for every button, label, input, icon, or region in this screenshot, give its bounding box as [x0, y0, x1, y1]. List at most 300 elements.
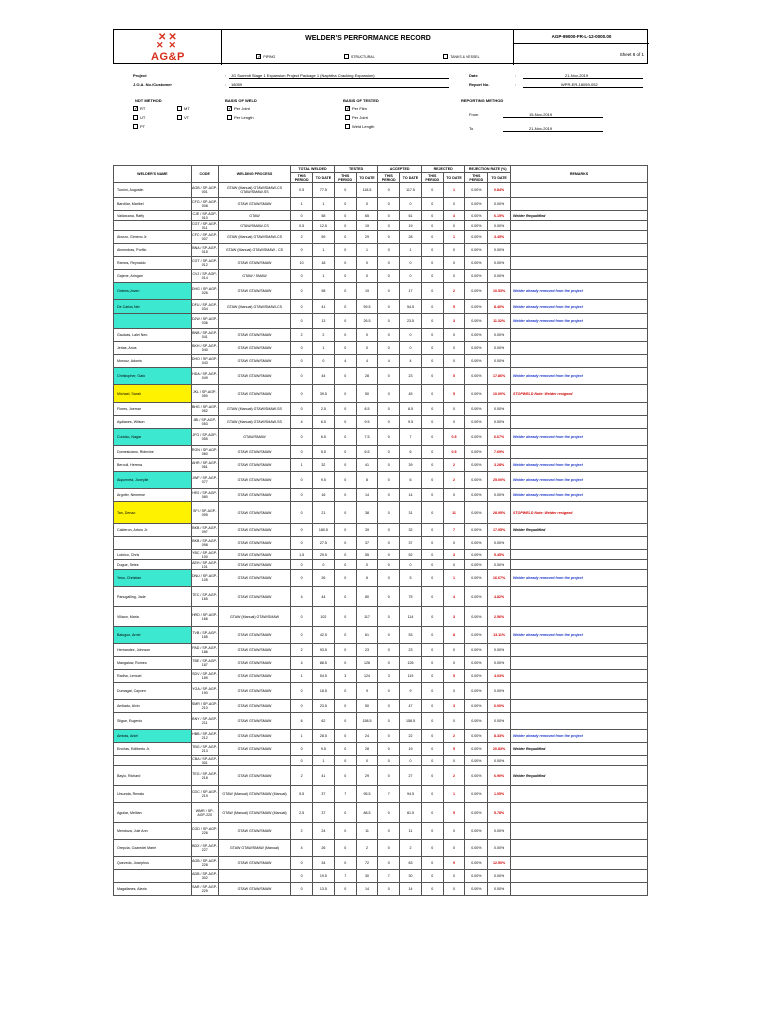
- logo-mark-icon: ✕✕: [158, 32, 179, 43]
- table-row: [114, 524, 648, 537]
- cell-value: 0: [334, 244, 356, 257]
- cell-value: 0: [291, 627, 313, 644]
- welder-code: HRD / SP-AGP-166: [191, 607, 218, 627]
- cell-value: 0: [334, 883, 356, 896]
- basis-option-0[interactable]: [227, 106, 250, 111]
- cell-value: 7: [378, 870, 400, 883]
- cell-value: 0: [334, 270, 356, 283]
- cell-value: 0.00%: [465, 803, 488, 823]
- document-number: AGP-99000-FR-L-12-0000.00: [514, 34, 649, 44]
- cell-value: 0: [421, 489, 443, 502]
- checkbox-label: RT: [140, 106, 146, 111]
- cell-value: 0: [334, 221, 356, 231]
- company-logo: [114, 30, 222, 65]
- cell-value: 0: [334, 183, 356, 198]
- table-row: [114, 743, 648, 756]
- cell-value: 6.67%: [488, 429, 511, 446]
- table-row: [114, 657, 648, 670]
- remarks: [511, 670, 648, 683]
- cell-value: 0: [291, 244, 313, 257]
- welding-process: GTAW GTAW/SMAW: [218, 355, 291, 368]
- remarks: Welder already removed from the project: [511, 314, 648, 329]
- welding-process: GTAW GTAW/SMAW: [218, 524, 291, 537]
- checkbox-icon[interactable]: [345, 115, 350, 120]
- ndt-option-ut[interactable]: [133, 115, 145, 120]
- cell-value: 0: [443, 403, 465, 416]
- remarks: [511, 803, 648, 823]
- cell-value: 0.00%: [465, 403, 488, 416]
- group-header-welded: TOTAL WELDED: [291, 166, 335, 173]
- remarks: [511, 657, 648, 670]
- cell-value: 0: [378, 502, 400, 524]
- group-header-rate: REJECTION RATE (%): [465, 166, 511, 173]
- cell-value: 2.5: [313, 403, 335, 416]
- welder-code: YGA / SP-AGP-190: [191, 683, 218, 700]
- welder-code: AHR / SP-AGP-061: [191, 459, 218, 472]
- welder-code: CFG / SP-AGP-008: [191, 198, 218, 211]
- welder-name: Lubrico, Chris: [114, 550, 192, 560]
- cell-value: 0.84%: [488, 183, 511, 198]
- cell-value: 0: [291, 560, 313, 570]
- cell-value: 1: [291, 670, 313, 683]
- cell-value: 80: [356, 587, 378, 607]
- welding-process: GTAW GTAW/SMAW (Manual): [218, 840, 291, 857]
- cell-value: 0: [334, 231, 356, 244]
- cell-value: 0.00%: [465, 713, 488, 730]
- cell-value: 0: [356, 270, 378, 283]
- remarks: [511, 823, 648, 840]
- option-piping[interactable]: [256, 54, 275, 59]
- cell-value: 0.00%: [465, 607, 488, 627]
- welder-code: CFC / SP-AGP-007: [191, 231, 218, 244]
- cell-value: 0: [421, 857, 443, 870]
- welder-name: Mangalow, Romeo: [114, 657, 192, 670]
- cell-value: 0: [421, 231, 443, 244]
- cell-value: 0: [291, 211, 313, 221]
- cell-value: 4: [443, 587, 465, 607]
- cell-value: 0: [421, 560, 443, 570]
- cell-value: 4: [291, 657, 313, 670]
- welder-name: Aguilar, Melitan: [114, 803, 192, 823]
- cell-value: 98: [313, 283, 335, 300]
- cell-value: 2: [400, 840, 422, 857]
- checkbox-label: Weld Length: [352, 124, 375, 129]
- sub-to-date: TO DATE: [356, 173, 378, 183]
- cell-value: 0.00%: [465, 730, 488, 743]
- cell-value: 0: [291, 314, 313, 329]
- remarks: Welder already removed from the project: [511, 489, 648, 502]
- cell-value: 2: [443, 283, 465, 300]
- tested-option-1[interactable]: [345, 115, 368, 120]
- cell-value: 1: [313, 270, 335, 283]
- cell-value: 0: [421, 786, 443, 803]
- cell-value: 1: [313, 756, 335, 766]
- cell-value: 10.00%: [488, 385, 511, 403]
- checkbox-icon[interactable]: [443, 54, 448, 59]
- cell-value: 2: [291, 329, 313, 342]
- table-row: [114, 786, 648, 803]
- cell-value: 30: [400, 870, 422, 883]
- cell-value: 0: [443, 823, 465, 840]
- cell-value: 0: [334, 524, 356, 537]
- cell-value: 6: [291, 713, 313, 730]
- cell-value: 2: [291, 231, 313, 244]
- welder-name: Michael, Sarah: [114, 385, 192, 403]
- cell-value: 81.5: [400, 803, 422, 823]
- welder-name: Amllado, Alvin: [114, 700, 192, 713]
- table-row: [114, 300, 648, 314]
- col-remarks-header: REMARKS: [511, 166, 648, 183]
- cell-value: 54.5: [400, 300, 422, 314]
- cell-value: 0: [291, 524, 313, 537]
- welding-process: GTAW (Manual) GTAW/SMAW-CS GTAW/SMAW-SS: [218, 183, 291, 198]
- cell-value: 0: [421, 183, 443, 198]
- cell-value: 61: [400, 211, 422, 221]
- welder-name: Ambas, Aniel: [114, 730, 192, 743]
- cell-value: 0: [378, 627, 400, 644]
- checkbox-icon[interactable]: [133, 115, 138, 120]
- cell-value: 8.33%: [488, 730, 511, 743]
- document-title: WELDER'S PERFORMANCE RECORD: [305, 35, 431, 42]
- table-row: [114, 385, 648, 403]
- welder-name: Baylo, Richard: [114, 766, 192, 786]
- welder-code: TBE / SP-AGP-187: [191, 657, 218, 670]
- cell-value: 0: [291, 743, 313, 756]
- cell-value: 0: [378, 560, 400, 570]
- cell-value: 0: [443, 683, 465, 700]
- logo-mark-icon-lower: ✕✕: [156, 40, 182, 50]
- ndt-option-vt[interactable]: [177, 115, 189, 120]
- cell-value: 0: [443, 342, 465, 355]
- cell-value: 0: [378, 840, 400, 857]
- cell-value: 28: [356, 368, 378, 385]
- cell-value: 0: [421, 257, 443, 270]
- cell-value: 0: [334, 550, 356, 560]
- cell-value: 25.00%: [488, 472, 511, 489]
- remarks: [511, 244, 648, 257]
- remarks: STOPWELD Note: Welder resigned: [511, 502, 648, 524]
- cell-value: 0: [421, 429, 443, 446]
- cell-value: 9.5: [356, 416, 378, 429]
- cell-value: 0: [421, 416, 443, 429]
- welding-process: GTAW GTAW/SMAW: [218, 700, 291, 713]
- to-label: To: [469, 126, 474, 131]
- cell-value: 37: [356, 537, 378, 550]
- cell-value: 0: [334, 502, 356, 524]
- cell-value: 0: [421, 713, 443, 730]
- cell-value: 4.03%: [488, 670, 511, 683]
- cell-value: 1: [443, 183, 465, 198]
- cell-value: 0: [421, 670, 443, 683]
- project-colon: :: [225, 73, 227, 78]
- cell-value: 0: [334, 743, 356, 756]
- checkbox-label: Per Film: [352, 106, 367, 111]
- cell-value: 0: [291, 870, 313, 883]
- cell-value: 0: [291, 607, 313, 627]
- cell-value: 0.00%: [465, 368, 488, 385]
- cell-value: 13.5: [313, 883, 335, 896]
- welder-name: Hernandez, Johnson: [114, 644, 192, 657]
- basis-option-1[interactable]: [227, 115, 254, 120]
- cell-value: 0.00%: [488, 257, 511, 270]
- welding-process: GTAW GTAW/SMAW: [218, 502, 291, 524]
- table-row: [114, 231, 648, 244]
- remarks: [511, 537, 648, 550]
- cell-value: 19: [400, 221, 422, 231]
- cell-value: 41: [313, 766, 335, 786]
- cell-value: 0.00%: [488, 870, 511, 883]
- option-structural[interactable]: [344, 54, 375, 59]
- cell-value: 3: [334, 670, 356, 683]
- table-row: [114, 587, 648, 607]
- ndt-option-pt[interactable]: [133, 124, 145, 129]
- cell-value: 0: [378, 857, 400, 870]
- cell-value: 0: [334, 700, 356, 713]
- cell-value: 0: [443, 244, 465, 257]
- option-tanks-vessel[interactable]: [443, 54, 479, 59]
- cell-value: 52: [400, 550, 422, 560]
- checkbox-icon[interactable]: [344, 54, 349, 59]
- checkbox-icon[interactable]: [133, 124, 138, 129]
- tested-option-0[interactable]: [345, 106, 367, 111]
- cell-value: 0: [356, 198, 378, 211]
- cell-value: 16: [313, 489, 335, 502]
- cell-value: 1: [443, 231, 465, 244]
- cell-value: 11: [443, 502, 465, 524]
- cell-value: 4: [334, 355, 356, 368]
- checkbox-icon[interactable]: ✓: [134, 106, 139, 112]
- welder-name: Calderon, Arturo Jr.: [114, 524, 192, 537]
- welding-process: GTAW GTAW/SMAW: [218, 743, 291, 756]
- date-label: Date: [469, 73, 478, 78]
- cell-value: 7: [334, 870, 356, 883]
- welder-code: BNY / SP-AGP-211: [191, 713, 218, 730]
- cell-value: 0: [421, 368, 443, 385]
- welder-name: De Carlos Ner: [114, 300, 192, 314]
- welding-process: GTAW GTAW/SMAW: [218, 257, 291, 270]
- welding-process: GTAW (Manual) GTAW/SMAW - CS: [218, 244, 291, 257]
- table-row: [114, 355, 648, 368]
- checkbox-label: UT: [140, 115, 146, 120]
- welder-code: WMR / SP-AGP-220: [191, 803, 218, 823]
- welding-process: GTAW GTAW/SMAW: [218, 766, 291, 786]
- cell-value: 9: [356, 683, 378, 700]
- sub-this-period: THIS PERIOD: [334, 173, 356, 183]
- welder-name: Christopher, Gato: [114, 368, 192, 385]
- cell-value: 0: [334, 570, 356, 587]
- sub-this-period: THIS PERIOD: [421, 173, 443, 183]
- welder-name: Mendoza, Jule Ann: [114, 823, 192, 840]
- welder-table: [113, 165, 648, 896]
- cell-value: 0.00%: [465, 743, 488, 756]
- cell-value: 50: [356, 700, 378, 713]
- cell-value: 0.00%: [488, 329, 511, 342]
- cell-value: 0.00%: [465, 870, 488, 883]
- welder-name: Sligue, Eugenio: [114, 713, 192, 730]
- ndt-option-rt[interactable]: [133, 106, 145, 111]
- cell-value: 0: [378, 221, 400, 231]
- cell-value: 1: [291, 730, 313, 743]
- cell-value: 0: [443, 416, 465, 429]
- cell-value: 0.00%: [465, 257, 488, 270]
- cell-value: 5.78%: [488, 803, 511, 823]
- welder-code: BHG / SP-AGP-052: [191, 403, 218, 416]
- cell-value: 4: [291, 840, 313, 857]
- table-row: [114, 607, 648, 627]
- cell-value: 7: [334, 786, 356, 803]
- cell-value: 88.5: [313, 657, 335, 670]
- checkbox-icon[interactable]: [177, 106, 182, 111]
- cell-value: 0: [378, 489, 400, 502]
- checkbox-icon[interactable]: [227, 115, 232, 120]
- cell-value: 0: [378, 300, 400, 314]
- cell-value: 0.00%: [465, 766, 488, 786]
- report-label: Report No.: [469, 82, 490, 87]
- remarks: Welder already removed from the project: [511, 570, 648, 587]
- cell-value: 0: [421, 446, 443, 459]
- table-row: [114, 198, 648, 211]
- cell-value: 0: [378, 823, 400, 840]
- cell-value: 0: [334, 472, 356, 489]
- checkbox-icon[interactable]: [177, 115, 182, 120]
- tested-option-2[interactable]: [345, 124, 374, 129]
- welder-code: HRJ / SP-AGP-080: [191, 489, 218, 502]
- cell-value: 0: [378, 231, 400, 244]
- col-process-header: WELDING PROCESS: [218, 166, 291, 183]
- cell-value: 0: [378, 257, 400, 270]
- cell-value: 2: [443, 730, 465, 743]
- cell-value: 117: [356, 607, 378, 627]
- table-row: [114, 644, 648, 657]
- remarks: [511, 644, 648, 657]
- cell-value: 0: [421, 730, 443, 743]
- table-row: [114, 766, 648, 786]
- checkbox-icon[interactable]: ✓: [257, 54, 262, 60]
- jo-colon: :: [225, 82, 227, 87]
- remarks: [511, 870, 648, 883]
- welder-name: Argofer, Neneese: [114, 489, 192, 502]
- cell-value: 3.28%: [488, 459, 511, 472]
- cell-value: 0.00%: [465, 560, 488, 570]
- remarks: [511, 416, 648, 429]
- table-row: [114, 446, 648, 459]
- welder-code: HDA / SP-AGP-049: [191, 368, 218, 385]
- remarks: [511, 342, 648, 355]
- cell-value: 0: [291, 385, 313, 403]
- cell-value: 102: [313, 607, 335, 627]
- cell-value: 0: [356, 342, 378, 355]
- cell-value: 0: [400, 756, 422, 766]
- welder-name: Curioko, Nagar: [114, 429, 192, 446]
- cell-value: 19: [356, 283, 378, 300]
- from-value: 15-Nov-2019: [529, 112, 553, 117]
- cell-value: 0: [421, 459, 443, 472]
- cell-value: 41: [356, 459, 378, 472]
- cell-value: 0.5: [443, 446, 465, 459]
- checkbox-icon[interactable]: ✓: [228, 106, 233, 112]
- cell-value: 0: [378, 730, 400, 743]
- welder-name: Balugon, Arnel: [114, 627, 192, 644]
- welder-code: PAD / SP-AGP-186: [191, 644, 218, 657]
- cell-value: 38: [356, 502, 378, 524]
- cell-value: 126: [400, 657, 422, 670]
- cell-value: 2.5: [291, 803, 313, 823]
- cell-value: 0: [421, 607, 443, 627]
- welder-code: TEC / SP-AGP-165: [191, 587, 218, 607]
- cell-value: 8.5: [356, 403, 378, 416]
- cell-value: 5.5: [291, 786, 313, 803]
- cell-value: 0.00%: [465, 550, 488, 560]
- cell-value: 88.5: [356, 803, 378, 823]
- checkbox-label: PT: [140, 124, 146, 129]
- cell-value: 0: [443, 840, 465, 857]
- jo-label: J.O.A. No./Customer: [133, 82, 172, 87]
- remarks: [511, 683, 648, 700]
- cell-value: 6.15%: [488, 211, 511, 221]
- cell-value: 0: [421, 502, 443, 524]
- cell-value: 5.45%: [488, 550, 511, 560]
- welding-process: GTAW (Manual) GTAW/SMAW: [218, 607, 291, 627]
- cell-value: 0.00%: [465, 823, 488, 840]
- cell-value: 0: [334, 766, 356, 786]
- cell-value: 0: [291, 446, 313, 459]
- cell-value: 45: [400, 385, 422, 403]
- cell-value: 0: [334, 198, 356, 211]
- cell-value: 0: [334, 823, 356, 840]
- welder-name: Yeso, Christian: [114, 570, 192, 587]
- cell-value: 5: [443, 670, 465, 683]
- cell-value: 28: [356, 743, 378, 756]
- remarks: [511, 231, 648, 244]
- welder-code: ADB / SP-AGP-302: [191, 870, 218, 883]
- cell-value: 59: [313, 231, 335, 244]
- cell-value: 0.00%: [488, 416, 511, 429]
- cell-value: 50: [356, 385, 378, 403]
- checkbox-icon[interactable]: [345, 124, 350, 129]
- checkbox-label: MT: [184, 106, 190, 111]
- from-label: From: [469, 112, 479, 117]
- cell-value: 0: [378, 342, 400, 355]
- welder-code: DHG / SP-AGP-026: [191, 283, 218, 300]
- ndt-option-mt[interactable]: [177, 106, 190, 111]
- welder-code: SDV / SP-AGP-189: [191, 670, 218, 683]
- cell-value: 0.5: [443, 429, 465, 446]
- cell-value: 0: [334, 644, 356, 657]
- cell-value: 9.5: [313, 743, 335, 756]
- welding-process: [218, 756, 291, 766]
- tested-title: BASIS OF TESTED: [343, 98, 379, 103]
- cell-value: 19: [400, 743, 422, 756]
- cell-value: 53: [400, 627, 422, 644]
- cell-value: 0: [443, 560, 465, 570]
- welding-process: GTAW GTAW/SMAW: [218, 587, 291, 607]
- cell-value: 0: [291, 283, 313, 300]
- remarks: [511, 198, 648, 211]
- cell-value: 0: [334, 446, 356, 459]
- cell-value: 0.00%: [465, 385, 488, 403]
- cell-value: 16.67%: [488, 570, 511, 587]
- checkbox-label: Per Joint: [352, 115, 368, 120]
- welder-code: AEH / SP-AGP-101: [192, 560, 218, 569]
- table-row: [114, 342, 648, 355]
- cell-value: 0: [378, 211, 400, 221]
- checkbox-icon[interactable]: ✓: [346, 106, 351, 112]
- cell-value: 24: [356, 730, 378, 743]
- cell-value: 0.00%: [465, 446, 488, 459]
- cell-value: 0.00%: [488, 342, 511, 355]
- date-value: 21-Nov-2019: [565, 73, 589, 78]
- sheet-number: Sheet 8 of 1: [619, 52, 644, 57]
